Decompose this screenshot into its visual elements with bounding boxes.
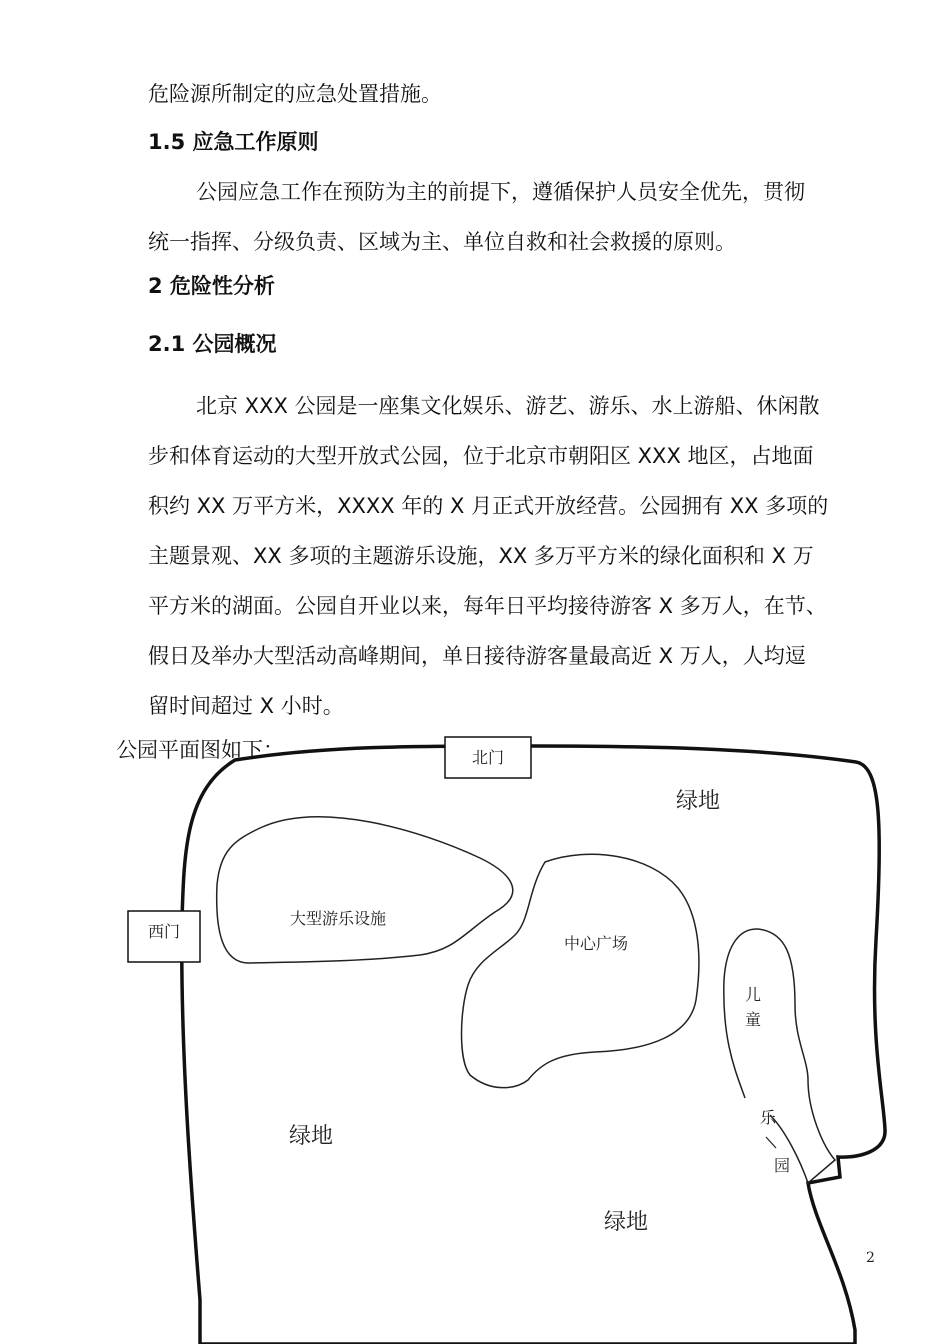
body-text-line: 主题景观、XX 多项的主题游乐设施，XX 多万平方米的绿化面积和 X 万	[148, 544, 814, 568]
west-gate-label: 西门	[147, 922, 181, 941]
body-text-line: 北京 XXX 公园是一座集文化娱乐、游艺、游乐、水上游船、休闲散	[196, 394, 820, 418]
section-heading-2-1: 2.1 公园概况	[148, 332, 277, 356]
kids-park-label-1: 儿	[744, 985, 762, 1004]
plan-intro-text: 公园平面图如下：	[116, 738, 284, 762]
body-text-line: 步和体育运动的大型开放式公园，位于北京市朝阳区 XXX 地区，占地面	[148, 444, 814, 468]
park-boundary	[182, 746, 885, 1344]
park-plan-map	[0, 720, 950, 1344]
kids-park-dash	[766, 1137, 776, 1148]
kids-park-outline	[724, 929, 835, 1183]
section-heading-1-5: 1.5 应急工作原则	[148, 130, 319, 154]
center-square-outline	[462, 854, 699, 1087]
body-text-line: 留时间超过 X 小时。	[148, 694, 344, 718]
ride-area-outline	[217, 817, 513, 963]
ride-area-label: 大型游乐设施	[289, 909, 387, 928]
page-number: 2	[866, 1250, 875, 1266]
body-text-line: 危险源所制定的应急处置措施。	[148, 82, 442, 106]
section-heading-2: 2 危险性分析	[148, 274, 275, 298]
body-text-line: 积约 XX 万平方米，XXXX 年的 X 月正式开放经营。公园拥有 XX 多项的	[148, 494, 829, 518]
body-text-line: 平方米的湖面。公园自开业以来，每年日平均接待游客 X 多万人，在节、	[148, 594, 827, 618]
green-area-top-label: 绿地	[675, 789, 721, 814]
north-gate-label: 北门	[471, 748, 505, 767]
body-text-line: 公园应急工作在预防为主的前提下，遵循保护人员安全优先，贯彻	[196, 180, 805, 204]
kids-park-label-3: 乐	[759, 1108, 777, 1127]
body-text-line: 假日及举办大型活动高峰期间，单日接待游客量最高近 X 万人，人均逗	[148, 644, 806, 668]
kids-park-label-2: 童	[744, 1010, 762, 1029]
green-area-left-label: 绿地	[288, 1124, 334, 1149]
kids-park-label-4: 园	[773, 1156, 791, 1175]
center-square-label: 中心广场	[563, 934, 629, 953]
green-area-bottom-label: 绿地	[603, 1210, 649, 1235]
body-text-line: 统一指挥、分级负责、区域为主、单位自救和社会救援的原则。	[148, 230, 736, 254]
